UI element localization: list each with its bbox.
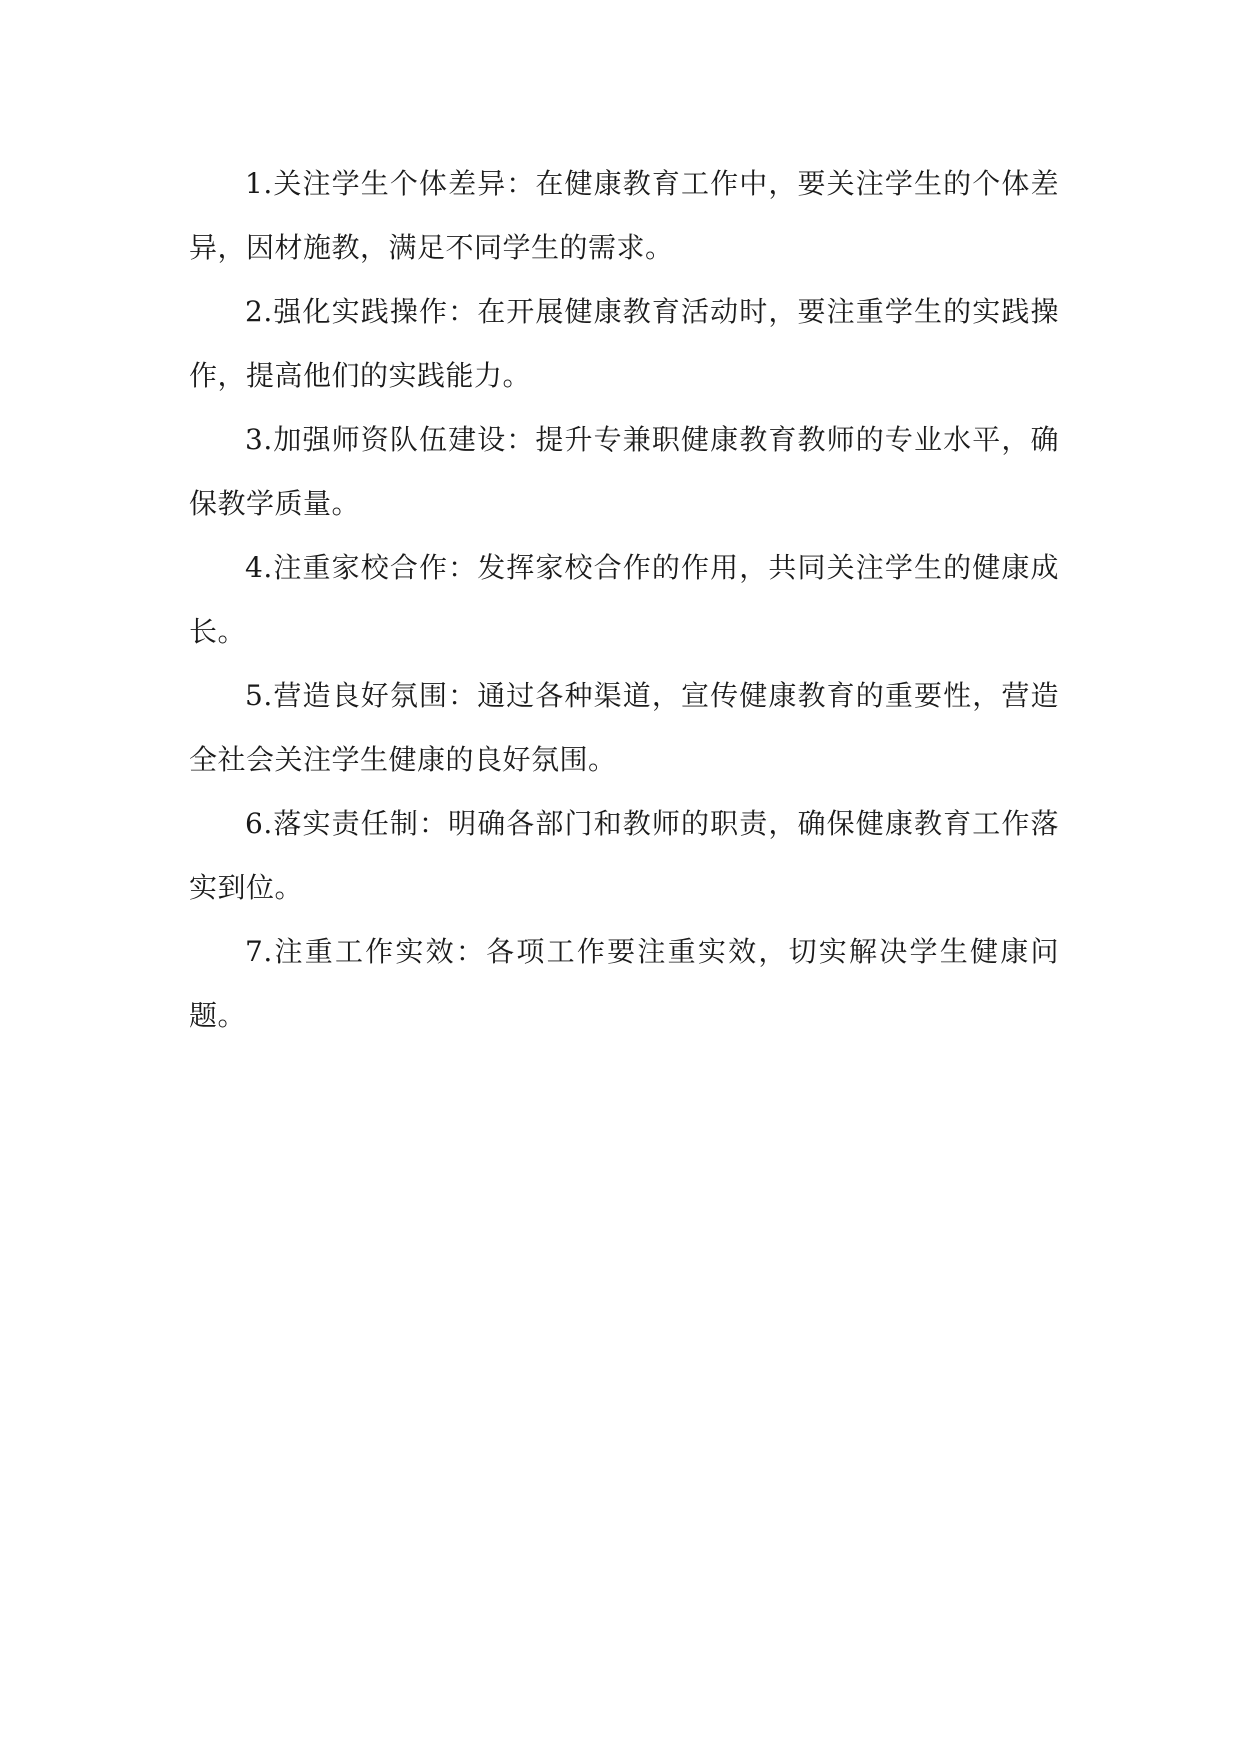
paragraph-item-6: 6.落实责任制：明确各部门和教师的职责，确保健康教育工作落实到位。 [189,807,1059,904]
paragraph-item-7: 7.注重工作实效：各项工作要注重实效，切实解决学生健康问题。 [189,935,1059,1032]
paragraph-item-1: 1.关注学生个体差异：在健康教育工作中，要关注学生的个体差异，因材施教，满足不同学生的需求。 [189,167,1059,264]
paragraph-item-4: 4.注重家校合作：发挥家校合作的作用，共同关注学生的健康成长。 [189,551,1059,648]
paragraph-item-5: 5.营造良好氛围：通过各种渠道，宣传健康教育的重要性，营造全社会关注学生健康的良好氛围。 [189,679,1059,776]
paragraph-item-3: 3.加强师资队伍建设：提升专兼职健康教育教师的专业水平，确保教学质量。 [189,423,1059,520]
document-body [189,152,1059,1048]
paragraph-item-2: 2.强化实践操作：在开展健康教育活动时，要注重学生的实践操作，提高他们的实践能力。 [189,295,1059,392]
